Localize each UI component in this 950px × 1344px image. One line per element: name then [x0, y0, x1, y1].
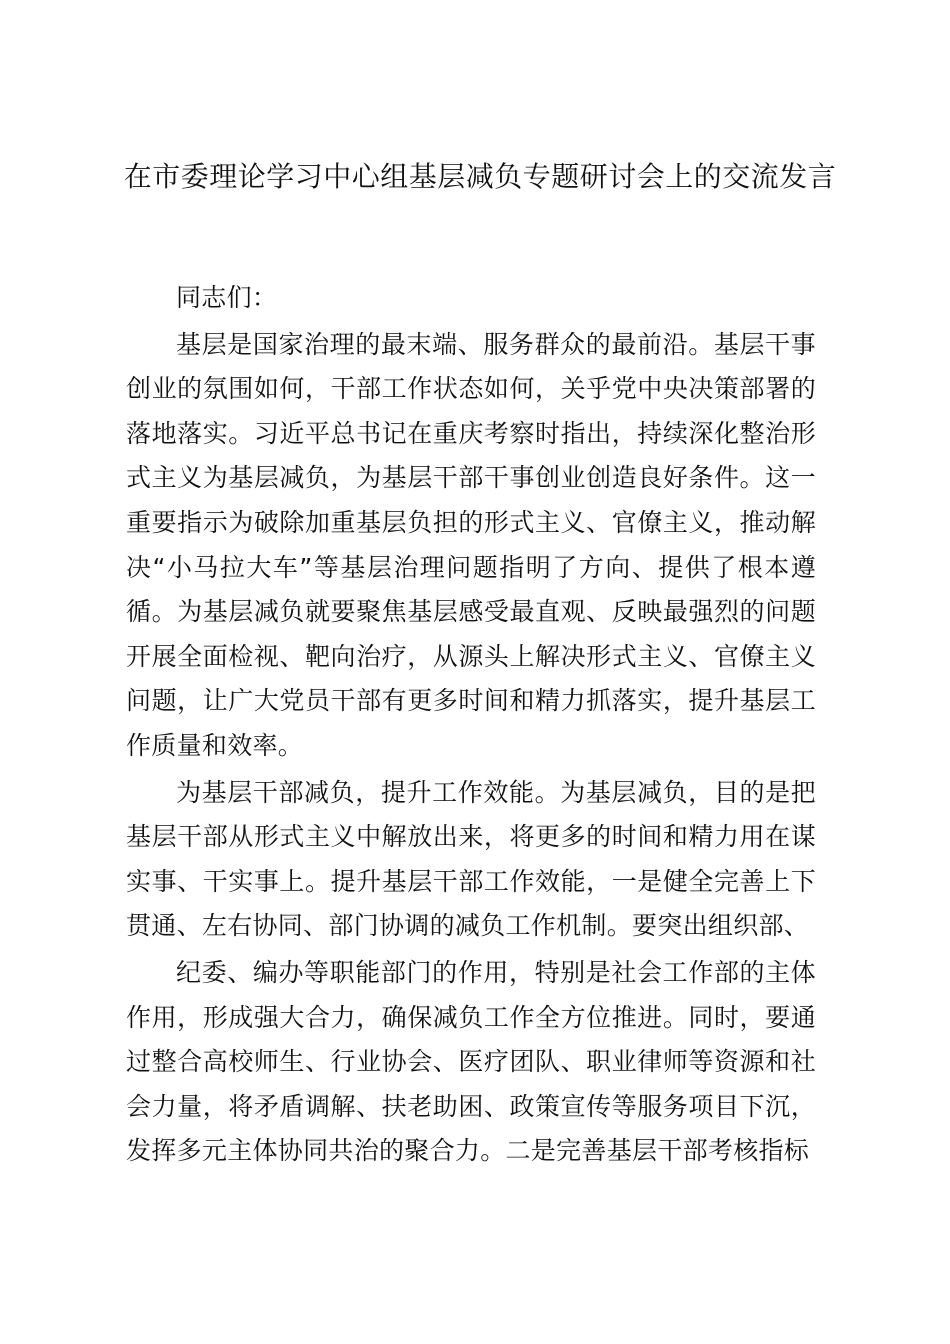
- salutation: 同志们：: [176, 283, 278, 312]
- paragraph-2: 为基层干部减负，提升工作效能。为基层减负，目的是把基层干部从形式主义中解放出来，将更多的时间和精力用在谋实事、干实事上。提升基层干部工作效能，一是健全完善上下贯通、左右协同、部门协调的减负工作机制。要突出组织部、: [126, 777, 816, 941]
- document-title: 在市委理论学习中心组基层减负专题研讨会上的交流发言: [123, 160, 837, 193]
- paragraph-3: 纪委、编办等职能部门的作用，特别是社会工作部的主体作用，形成强大合力，确保减负工作全方位推进。同时，要通过整合高校师生、行业协会、医疗团队、职业律师等资源和社会力量，将矛盾调解、扶老助困、政策宣传等服务项目下沉，发挥多元主体协同共治的聚合力。二是完善基层干部考核指标: [126, 957, 816, 1166]
- document-body: [126, 276, 816, 1174]
- paragraph-1: 基层是国家治理的最末端、服务群众的最前沿。基层干事创业的氛围如何，干部工作状态如何，关乎党中央决策部署的落地落实。习近平总书记在重庆考察时指出，持续深化整治形式主义为基层减负，为基层干部干事创业创造良好条件。这一重要指示为破除加重基层负担的形式主义、官僚主义，推动解决“小马拉大车”等基层治理问题指明了方向、提供了根本遵循。为基层减负就要聚焦基层感受最直观、反映最强烈的问题开展全面检视、靶向治疗，从源头上解决形式主义、官僚主义问题，让广大党员干部有更多时间和精力抓落实，提升基层工作质量和效率。: [126, 329, 816, 760]
